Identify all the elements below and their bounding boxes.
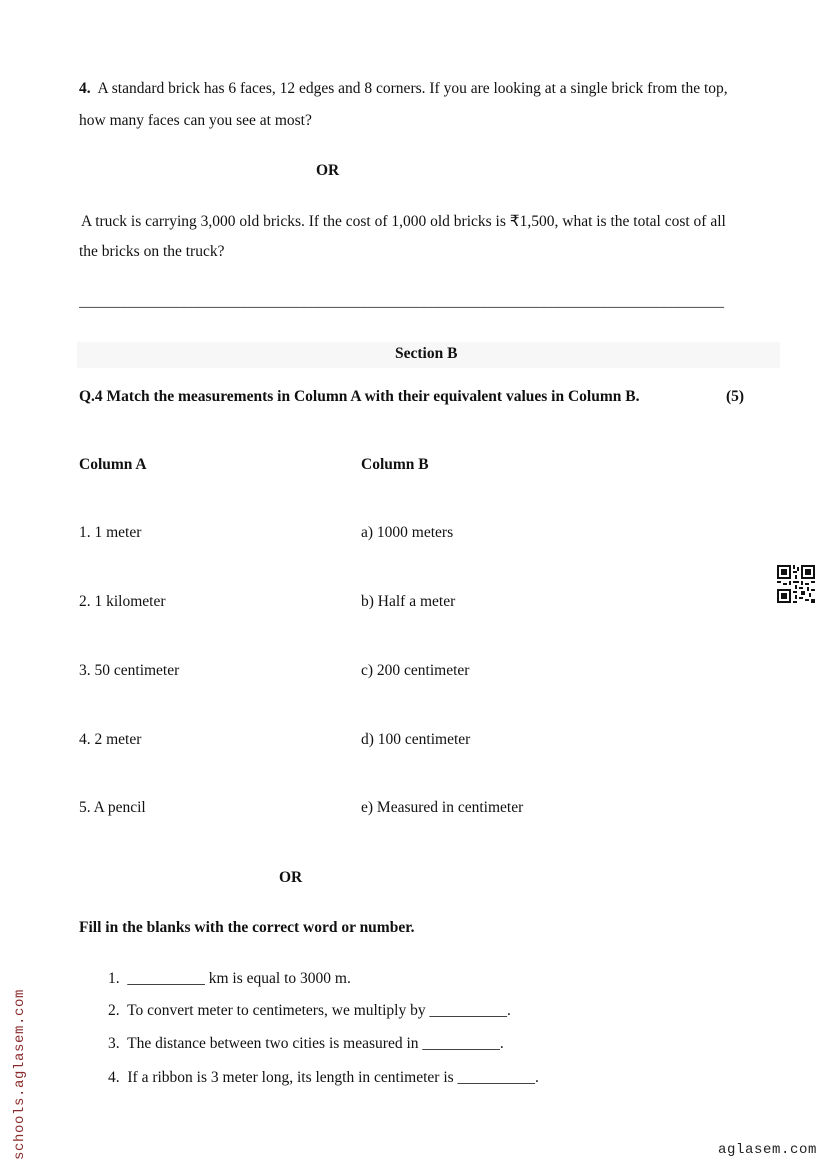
alt-question-line-1: A truck is carrying 3,000 old bricks. If the cost of 1,000 old bricks is ₹1,500, what is the total cost of all [81,213,726,230]
column-b-item: b) Half a meter [361,593,456,610]
or-divider: OR [316,162,340,179]
side-watermark: schools.aglasem.com [12,988,28,1160]
column-b-item: d) 100 centimeter [361,731,471,748]
item-number: 4. [108,1069,120,1086]
blank-list-item [108,1002,511,1020]
item-text: If a ribbon is 3 meter long, its length in centimeter is __________. [127,1069,539,1086]
match-question-prompt: Q.4 Match the measurements in Column A with their equivalent values in Column B. [79,388,640,405]
item-text: To convert meter to centimeters, we multiply by __________. [127,1002,511,1019]
question-number: 4. [79,80,91,97]
column-a-item: 1. 1 meter [79,524,142,541]
or-divider: OR [279,869,303,886]
fill-blanks-heading: Fill in the blanks with the correct word or number. [79,919,415,936]
question-text: A standard brick has 6 faces, 12 edges and 8 corners. If you are looking at a single brick from the top, [97,80,728,97]
column-b-item: e) Measured in centimeter [361,799,524,816]
column-a-item: 3. 50 centimeter [79,662,180,679]
question-4-line-1 [79,80,728,98]
marks-badge: (5) [726,388,745,405]
item-number: 3. [108,1035,120,1052]
column-a-item: 2. 1 kilometer [79,593,166,610]
item-number: 1. [108,970,120,987]
item-text: __________ km is equal to 3000 m. [127,970,351,987]
column-b-item: a) 1000 meters [361,524,454,541]
column-b-header: Column B [361,456,429,473]
column-a-item: 4. 2 meter [79,731,142,748]
qr-code-icon [777,565,815,603]
section-title: Section B [395,345,458,362]
blank-list-item [108,1035,504,1053]
footer-watermark: aglasem.com [717,1142,817,1158]
column-a-item: 5. A pencil [79,799,146,816]
question-4-line-2: how many faces can you see at most? [79,112,312,129]
blank-list-item [108,970,351,988]
column-b-item: c) 200 centimeter [361,662,470,679]
column-a-header: Column A [79,456,147,473]
item-text: The distance between two cities is measured in __________. [127,1035,504,1052]
blank-list-item [108,1069,539,1087]
item-number: 2. [108,1002,120,1019]
separator-line: ______________________________________________________________________________________ [79,294,724,310]
alt-question-line-2: the bricks on the truck? [79,243,225,260]
